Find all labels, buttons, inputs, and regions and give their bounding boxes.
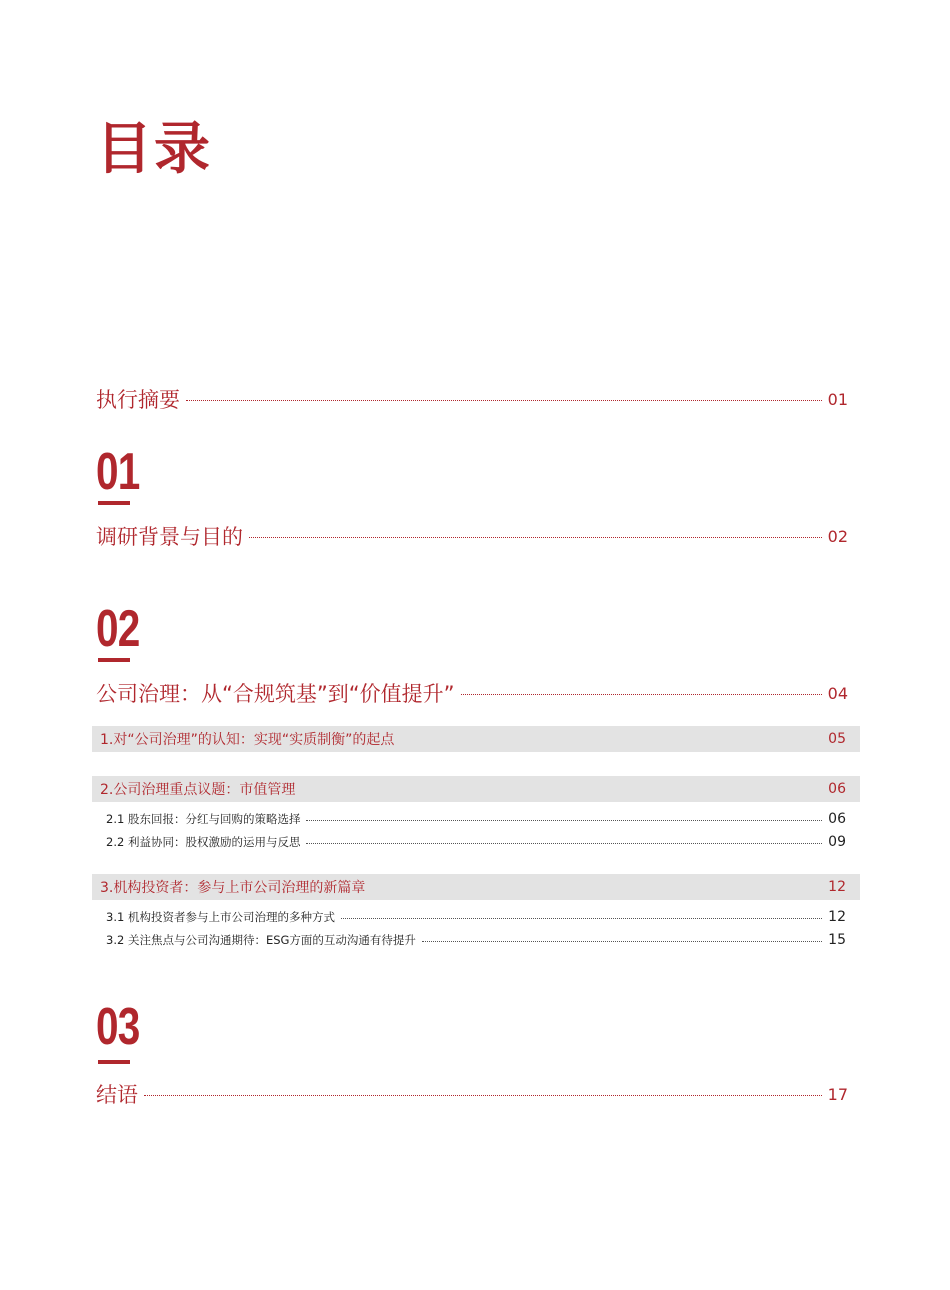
toc-entry-label: 结语: [96, 1083, 138, 1107]
toc-page-number: 01: [827, 389, 848, 409]
toc-entry-3-2[interactable]: [106, 932, 846, 948]
toc-entry-section-1[interactable]: [96, 521, 848, 551]
toc-entry-label: 公司治理：从“合规筑基”到“价值提升”: [96, 682, 455, 706]
toc-entry-label: 2.1 股东回报：分红与回购的策略选择: [106, 812, 301, 826]
toc-page-number: 05: [828, 731, 846, 747]
toc-entry-label: 3.机构投资者：参与上市公司治理的新篇章: [100, 880, 366, 896]
dot-leader: [186, 400, 822, 401]
dot-leader: [422, 941, 822, 942]
toc-page-number: 15: [828, 932, 846, 948]
dot-leader: [144, 1095, 822, 1096]
dot-leader: [249, 537, 822, 538]
toc-entry-2-1[interactable]: [106, 811, 846, 827]
toc-page-number: 06: [828, 811, 846, 827]
toc-page-number: 12: [828, 909, 846, 925]
toc-page-number: 09: [828, 834, 846, 850]
toc-entry-label: 2.2 利益协同：股权激励的运用与反思: [106, 835, 301, 849]
dot-leader: [461, 694, 822, 695]
page-title: 目录: [96, 117, 212, 182]
toc-entry-label: 2.公司治理重点议题：市值管理: [100, 782, 296, 798]
toc-entry-section-2[interactable]: [96, 678, 848, 708]
section-number-02: 02: [96, 600, 140, 658]
section-number-03: 03: [96, 998, 140, 1056]
dot-leader: [306, 843, 822, 844]
toc-page-number: 02: [827, 526, 848, 546]
dot-leader: [306, 820, 822, 821]
toc-entry-label: 3.2 关注焦点与公司沟通期待：ESG方面的互动沟通有待提升: [106, 933, 416, 947]
section-underline: [98, 501, 130, 505]
dot-leader: [341, 918, 822, 919]
toc-entry-label: 执行摘要: [96, 388, 180, 412]
toc-page-number: 17: [827, 1084, 848, 1104]
toc-entry-section-3[interactable]: [96, 1079, 848, 1109]
toc-band-2-2[interactable]: [92, 776, 860, 802]
toc-entry-exec-summary[interactable]: [96, 384, 848, 414]
toc-entry-label: 1.对“公司治理”的认知：实现“实质制衡”的起点: [100, 732, 395, 748]
toc-page-number: 04: [827, 683, 848, 703]
toc-page-number: 12: [828, 879, 846, 895]
toc-band-2-3[interactable]: [92, 874, 860, 900]
section-underline: [98, 1060, 130, 1064]
section-number-01: 01: [96, 443, 140, 501]
toc-entry-3-1[interactable]: [106, 909, 846, 925]
toc-page-number: 06: [828, 781, 846, 797]
section-underline: [98, 658, 130, 662]
toc-band-2-1[interactable]: [92, 726, 860, 752]
toc-entry-label: 调研背景与目的: [96, 525, 243, 549]
toc-entry-label: 3.1 机构投资者参与上市公司治理的多种方式: [106, 910, 335, 924]
toc-entry-2-2[interactable]: [106, 834, 846, 850]
